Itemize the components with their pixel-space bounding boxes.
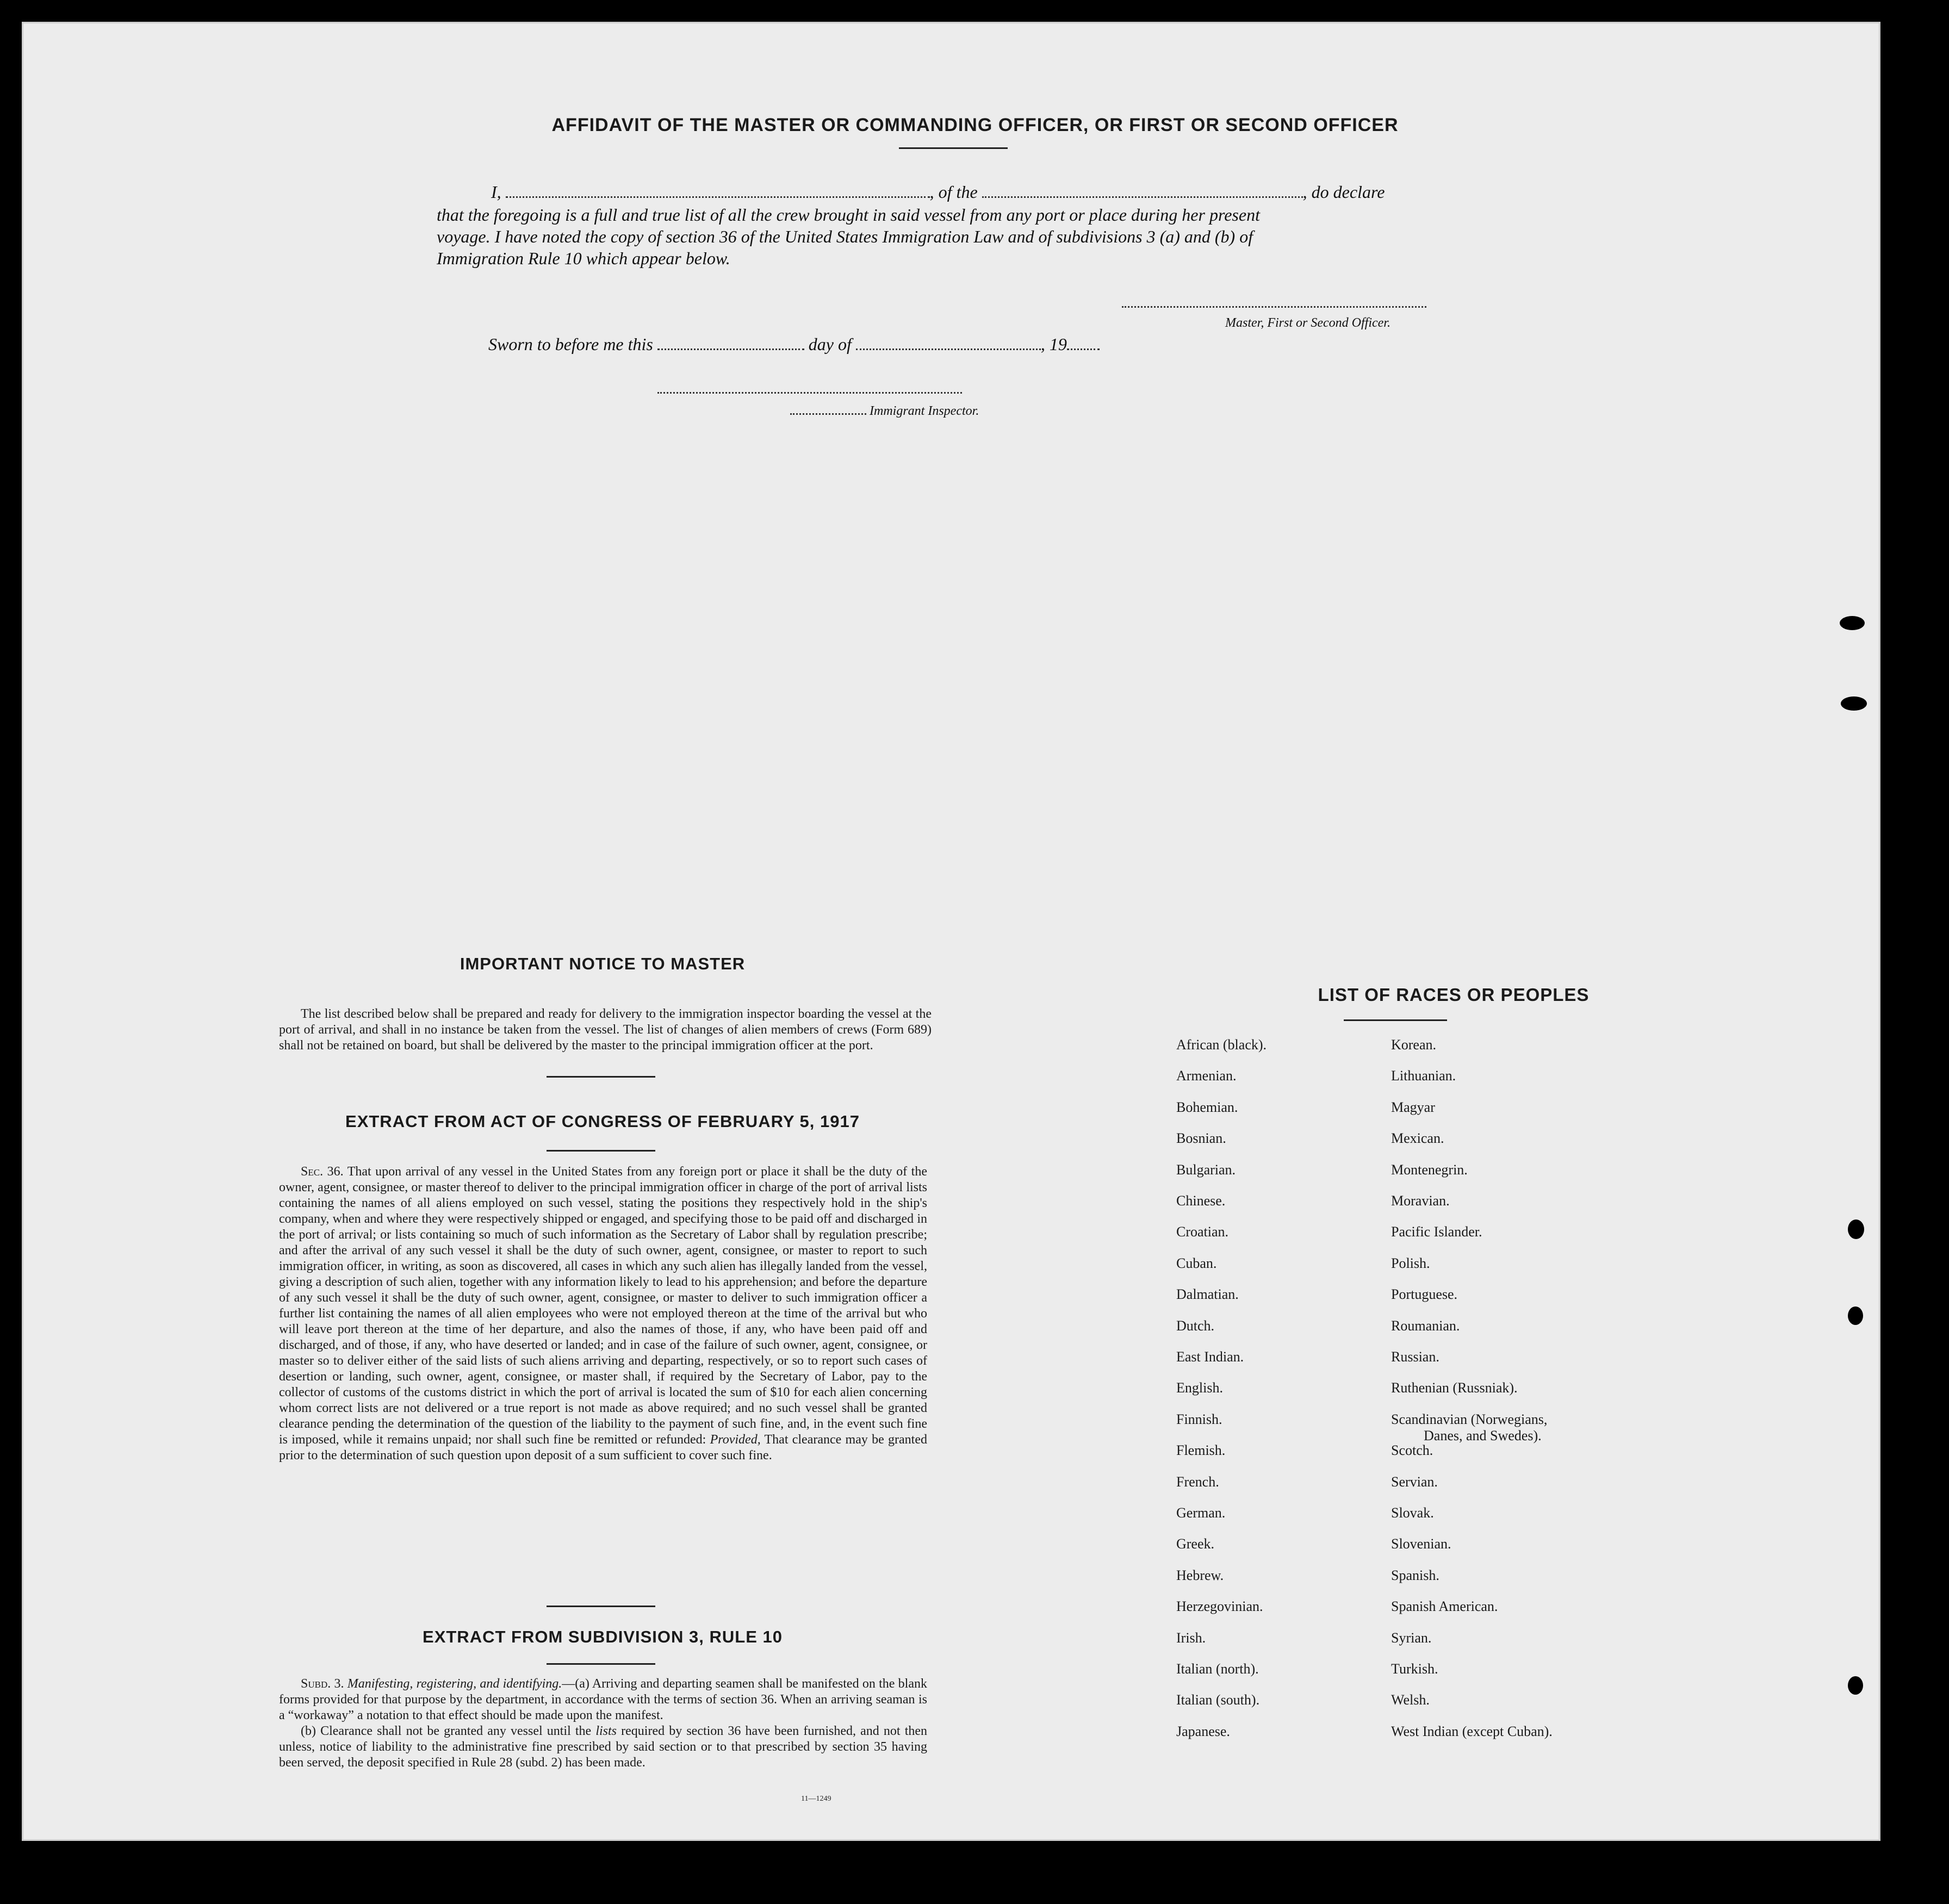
divider: [1344, 1019, 1447, 1021]
affidavit-line-3: voyage. I have noted the copy of section 36 of the United States Immigration Law and of subdivisions 3 (a) and (b) of: [437, 227, 1253, 246]
race-item: German.: [1176, 1505, 1226, 1521]
affidavit-line-1: [491, 181, 1524, 203]
race-item: Korean.: [1391, 1037, 1437, 1053]
para-a: —(a) Arriving and departing seamen shall be manifested on the blank forms provided for that purpose by the department, in accordance with the terms of section 36. When an arriving seaman is a “workaway” a notation to that effect should be made upon the manifest.: [279, 1677, 927, 1722]
para-b-start: (b) Clearance shall not be granted any vessel until the: [301, 1724, 592, 1738]
affidavit-line-4: Immigration Rule 10 which appear below.: [437, 248, 730, 268]
race-item: Cuban.: [1176, 1255, 1217, 1271]
race-item: Pacific Islander.: [1391, 1224, 1482, 1240]
punch-hole-mark: [1848, 1219, 1864, 1239]
act-text-part2: That clearance may be granted prior to the determination of such question upon deposit of a sum sufficient to cover such fine.: [279, 1433, 927, 1463]
race-item: Spanish.: [1391, 1567, 1439, 1583]
race-item: Chinese.: [1176, 1193, 1226, 1209]
divider: [547, 1150, 655, 1152]
year-blank[interactable]: [1067, 335, 1100, 350]
subd-label: Subd. 3.: [301, 1677, 344, 1691]
race-item: African (black).: [1176, 1037, 1267, 1053]
affidavit-line-2: that the foregoing is a full and true list of all the crew brought in said vessel from any port or place during her present: [437, 205, 1260, 225]
race-item: Scandinavian (Norwegians,: [1391, 1411, 1548, 1427]
signature-blank[interactable]: [1122, 306, 1426, 308]
para-b-end: required by section 36 have been furnished, and not then unless, notice of liability to the administrative fine prescribed by said section or to that prescribed by section 35 having been served, the deposit specified in Rule 28 (subd. 2) has been made.: [279, 1724, 928, 1770]
race-item: Roumanian.: [1391, 1318, 1460, 1334]
race-item: Japanese.: [1176, 1723, 1230, 1739]
race-item: Russian.: [1391, 1349, 1439, 1365]
notice-body-text: The list described below shall be prepared and ready for delivery to the immigration inspector boarding the vessel at the port of arrival, and shall in no instance be taken from the vessel. The list of changes of alien members of crews (Form 689) shall not be retained on board, but shall be delivered by the master to the principal immigration officer at the port.: [279, 1007, 932, 1053]
document-page: [22, 22, 1880, 1841]
punch-hole-mark: [1848, 1306, 1863, 1325]
act-text-part1: That upon arrival of any vessel in the United States from any foreign port or place it shall be the duty of the owner, agent, consignee, or master thereof to deliver to the principal immigration officer in charge of the port of arrival lists containing the names of all aliens employed on such vessel, stating the positions they respectively hold in the ship's company, when and where they were respectively shipped or engaged, and specifying those to be paid off and discharged in the port of arrival; or lists containing so much of such information as the Secretary of Labor shall by regulation prescribe; and after the arrival of any such vessel it shall be the duty of such owner, agent, consignee, or master to report to such immigration officer, in writing, as soon as discovered, all cases in which any such alien has illegally landed from the vessel, giving a description of such alien, together with any information likely to lead to his apprehension; and before the departure of any such vessel it shall be the duty of such owner, agent, consignee, or master to deliver to such immigration officer a further list containing the names of all alien employees who were not employed thereon at the time of the arrival but who will leave port thereon at the time of her departure, and also the names of those, if any, who have been paid off and discharged, and of those, if any, who have deserted or landed; and in case of the failure of such owner, agent, consignee, or master so to deliver either of the said lists of such aliens arriving and departing, respectively, or so to report such cases of desertion or landing, such owner, agent, consignee, or master shall, if required by the Secretary of Labor, pay to the collector of customs of the customs district in which the port of arrival is located the sum of $10 for each alien concerning whom correct lists are not delivered or a true report is not made as above required; and no such vessel shall be granted clearance pending the determination of the question of the liability to the payment of such fine, and, in the event such fine is imposed, while it remains unpaid; nor shall such fine be remitted or refunded:: [279, 1165, 928, 1447]
race-item: Welsh.: [1391, 1692, 1430, 1708]
vessel-blank[interactable]: [982, 183, 1303, 198]
subd-heading: Manifesting, registering, and identifying.: [347, 1677, 562, 1691]
race-item: Bosnian.: [1176, 1130, 1226, 1146]
act-extract-title: EXTRACT FROM ACT OF CONGRESS OF FEBRUARY 5, 1917: [345, 1112, 860, 1131]
race-item: Italian (south).: [1176, 1692, 1260, 1708]
race-item: Moravian.: [1391, 1193, 1450, 1209]
race-item: Polish.: [1391, 1255, 1430, 1271]
race-item: Magyar: [1391, 1099, 1435, 1115]
race-item: Slovenian.: [1391, 1536, 1451, 1552]
race-item: Bulgarian.: [1176, 1162, 1236, 1178]
race-item: Hebrew.: [1176, 1567, 1224, 1583]
race-item: Servian.: [1391, 1474, 1438, 1490]
act-extract-body: [279, 1164, 927, 1464]
races-title: LIST OF RACES OR PEOPLES: [1318, 985, 1590, 1005]
race-item: Syrian.: [1391, 1630, 1432, 1646]
race-item: Scotch.: [1391, 1442, 1433, 1458]
signature-label: Master, First or Second Officer.: [1225, 316, 1391, 330]
race-item: Greek.: [1176, 1536, 1215, 1552]
race-item: Finnish.: [1176, 1411, 1222, 1427]
form-number: 11—1249: [801, 1795, 831, 1803]
divider: [547, 1606, 655, 1607]
race-item: Ruthenian (Russniak).: [1391, 1380, 1518, 1396]
day-blank[interactable]: [657, 335, 804, 350]
race-item: English.: [1176, 1380, 1223, 1396]
race-item: Irish.: [1176, 1630, 1206, 1646]
divider: [899, 147, 1008, 149]
punch-hole-mark: [1840, 616, 1865, 630]
race-item: Montenegrin.: [1391, 1162, 1468, 1178]
divider: [547, 1076, 655, 1078]
race-item: Armenian.: [1176, 1068, 1237, 1084]
race-item: Mexican.: [1391, 1130, 1444, 1146]
notice-title: IMPORTANT NOTICE TO MASTER: [460, 954, 746, 973]
race-item: Spanish American.: [1391, 1598, 1498, 1614]
race-item: Lithuanian.: [1391, 1068, 1456, 1084]
inspector-line: [790, 404, 979, 419]
sec-label: Sec. 36.: [301, 1165, 344, 1179]
race-item: East Indian.: [1176, 1349, 1244, 1365]
year-prefix: , 19: [1040, 334, 1067, 354]
month-blank[interactable]: [856, 335, 1041, 350]
affidavit-i: I,: [491, 182, 501, 202]
race-item: Portuguese.: [1391, 1286, 1458, 1302]
rule-extract-body: [279, 1676, 927, 1771]
punch-hole-mark: [1841, 696, 1867, 711]
race-item: West Indian (except Cuban).: [1391, 1723, 1553, 1739]
name-blank[interactable]: [506, 183, 930, 198]
day-of-text: day of: [808, 334, 852, 354]
rule-extract-title: EXTRACT FROM SUBDIVISION 3, RULE 10: [423, 1627, 783, 1646]
affidavit-of-the: , of the: [929, 182, 978, 202]
race-item: Croatian.: [1176, 1224, 1229, 1240]
para-b-lists: lists: [595, 1724, 617, 1738]
race-item: Herzegovinian.: [1176, 1598, 1263, 1614]
punch-hole-mark: [1848, 1676, 1863, 1695]
race-item: Flemish.: [1176, 1442, 1226, 1458]
race-item: Dutch.: [1176, 1318, 1215, 1334]
race-item: Bohemian.: [1176, 1099, 1238, 1115]
inspector-prefix-blank: [790, 406, 866, 415]
race-item: Italian (north).: [1176, 1661, 1259, 1677]
sworn-text: Sworn to before me this: [488, 334, 653, 354]
race-item: Turkish.: [1391, 1661, 1438, 1677]
affidavit-title: AFFIDAVIT OF THE MASTER OR COMMANDING OFFICER, OR FIRST OR SECOND OFFICER: [551, 115, 1399, 135]
race-item: French.: [1176, 1474, 1219, 1490]
inspector-signature-blank[interactable]: [657, 392, 962, 394]
race-right-continuation: Danes, and Swedes).: [1424, 1428, 1542, 1443]
inspector-label: Immigrant Inspector.: [870, 404, 979, 418]
sworn-line: [488, 333, 1195, 355]
provided-text: Provided,: [710, 1433, 761, 1447]
race-item: Slovak.: [1391, 1505, 1434, 1521]
divider: [547, 1663, 655, 1665]
notice-body: [279, 1006, 932, 1054]
affidavit-do-declare: , do declare: [1302, 182, 1385, 202]
race-item: Dalmatian.: [1176, 1286, 1239, 1302]
